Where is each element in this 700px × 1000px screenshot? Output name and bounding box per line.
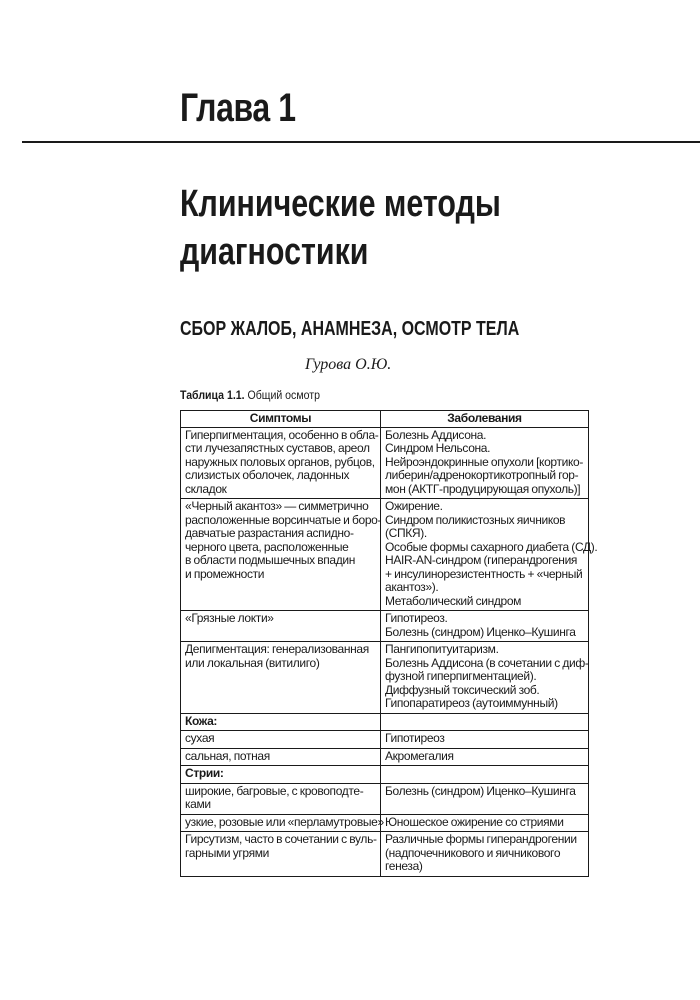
table-row	[181, 783, 589, 814]
symptom-cell	[181, 783, 381, 814]
cell-line: Стрии:	[185, 766, 224, 780]
table-row	[181, 731, 589, 749]
cell-line: Метаболический синдром	[385, 593, 522, 608]
cell-line: Различные формы гиперандрогении	[385, 832, 577, 846]
cell-line: либерин/адренокортикотропный гор-	[385, 468, 579, 482]
symptom-cell	[181, 766, 381, 784]
table-caption-number: Таблица 1.1.	[180, 388, 245, 402]
table-row	[181, 748, 589, 766]
disease-cell	[381, 748, 589, 766]
cell-line: акантоз»).	[385, 580, 439, 594]
cell-line: в области подмышечных впадин	[185, 553, 356, 567]
cell-line: наружных половых органов, рубцов,	[185, 454, 375, 469]
column-header-symptoms: Симптомы	[181, 411, 381, 428]
cell-line: Болезнь Аддисона (в сочетании с диф-	[385, 655, 589, 670]
symptom-cell	[181, 642, 381, 714]
disease-cell	[381, 713, 589, 731]
disease-cell	[381, 731, 589, 749]
disease-cell	[381, 766, 589, 784]
cell-line: Юношеское ожирение со стриями	[385, 814, 564, 829]
examination-table	[180, 410, 598, 877]
cell-line: Диффузный токсический зоб.	[385, 682, 540, 697]
cell-line: Гипотиреоз	[385, 731, 445, 745]
cell-line: (надпочечникового и яичникового	[385, 845, 561, 860]
cell-line: + инсулинорезистентность + «черный	[385, 566, 583, 581]
disease-cell	[381, 814, 589, 832]
cell-line: фузной гиперпигментацией).	[385, 669, 537, 683]
cell-line: гарными угрями	[185, 845, 269, 860]
cell-line	[385, 715, 584, 729]
cell-line: Пангипопитуитаризм.	[385, 642, 499, 656]
column-header-diseases: Заболевания	[381, 411, 589, 428]
examination-table-wrapper	[180, 410, 598, 877]
cell-line: Болезнь (синдром) Иценко–Кушинга	[385, 624, 576, 639]
cell-line: (СПКЯ).	[385, 526, 427, 540]
symptom-cell	[181, 814, 384, 832]
cell-line: Гипопаратиреоз (аутоиммунный)	[385, 696, 558, 710]
table-caption	[180, 387, 320, 403]
cell-line: ками	[185, 797, 211, 811]
cell-line: давчатые разрастания аспидно-	[185, 526, 354, 540]
cell-line: сухая	[185, 731, 215, 745]
cell-line: Акромегалия	[385, 748, 454, 763]
table-body	[181, 427, 598, 876]
disease-cell	[381, 611, 589, 642]
table-header-row	[181, 411, 589, 428]
cell-line: широкие, багровые, с кровоподте-	[185, 783, 364, 798]
symptom-cell	[181, 832, 381, 877]
cell-line: Гипотиреоз.	[385, 611, 448, 625]
cell-line	[385, 767, 584, 781]
chapter-label: Глава 1	[180, 86, 296, 130]
cell-line: складок	[185, 481, 227, 496]
author-name: Гурова О.Ю.	[305, 356, 392, 373]
cell-line: HAIR-AN-синдром (гиперандрогения	[385, 553, 578, 567]
table-row	[181, 642, 589, 714]
table-subheader-row	[181, 713, 589, 731]
table-row	[181, 814, 589, 832]
cell-line: Депигментация: генерализованная	[185, 642, 369, 656]
disease-cell	[381, 642, 589, 714]
table-row	[181, 499, 589, 611]
table-row	[181, 611, 589, 642]
cell-line: Болезнь (синдром) Иценко–Кушинга	[385, 783, 576, 798]
symptom-cell	[181, 427, 381, 499]
chapter-title-line: диагностики	[180, 231, 369, 273]
cell-line: «Грязные локти»	[185, 611, 274, 625]
symptom-cell	[181, 748, 381, 766]
cell-line: расположенные ворсинчатые и боро-	[185, 512, 382, 527]
symptom-cell	[181, 499, 381, 611]
cell-line: узкие, розовые или «перламутровые»	[185, 814, 384, 829]
cell-line: «Черный акантоз» — симметрично	[185, 499, 369, 513]
cell-line: Гирсутизм, часто в сочетании с вуль-	[185, 832, 377, 846]
disease-cell	[381, 499, 598, 611]
symptom-cell	[181, 713, 381, 731]
disease-cell	[381, 783, 589, 814]
cell-line: черного цвета, расположенные	[185, 539, 349, 554]
cell-line: мон (АКТГ-продуцирующая опухоль)]	[385, 481, 581, 496]
cell-line: слизистых оболочек, ладонных	[185, 468, 350, 482]
cell-line: Гиперпигментация, особенно в обла-	[185, 427, 379, 442]
table-row	[181, 427, 589, 499]
disease-cell	[381, 832, 589, 877]
symptom-cell	[181, 611, 381, 642]
section-heading: СБОР ЖАЛОБ, АНАМНЕЗА, ОСМОТР ТЕЛА	[180, 318, 520, 340]
cell-line: Синдром Нельсона.	[385, 441, 491, 455]
chapter-title-line: Клинические методы	[180, 183, 501, 225]
chapter-title	[180, 180, 516, 276]
table-subheader-row	[181, 766, 589, 784]
cell-line: Ожирение.	[385, 499, 443, 513]
disease-cell	[381, 427, 589, 499]
cell-line: сти лучезапястных суставов, ареол	[185, 441, 370, 455]
table-row	[181, 832, 589, 877]
cell-line: и промежности	[185, 566, 265, 581]
cell-line: или локальная (витилиго)	[185, 655, 320, 670]
cell-line: Кожа:	[185, 713, 218, 728]
cell-line: сальная, потная	[185, 748, 270, 763]
cell-line: генеза)	[385, 859, 423, 873]
cell-line: Нейроэндокринные опухоли [кортико-	[385, 454, 583, 469]
symptom-cell	[181, 731, 381, 749]
chapter-divider	[22, 141, 700, 143]
table-caption-text: Общий осмотр	[244, 388, 320, 402]
cell-line: Особые формы сахарного диабета (СД).	[385, 539, 598, 554]
cell-line: Синдром поликистозных яичников	[385, 512, 566, 527]
cell-line: Болезнь Аддисона.	[385, 427, 487, 442]
